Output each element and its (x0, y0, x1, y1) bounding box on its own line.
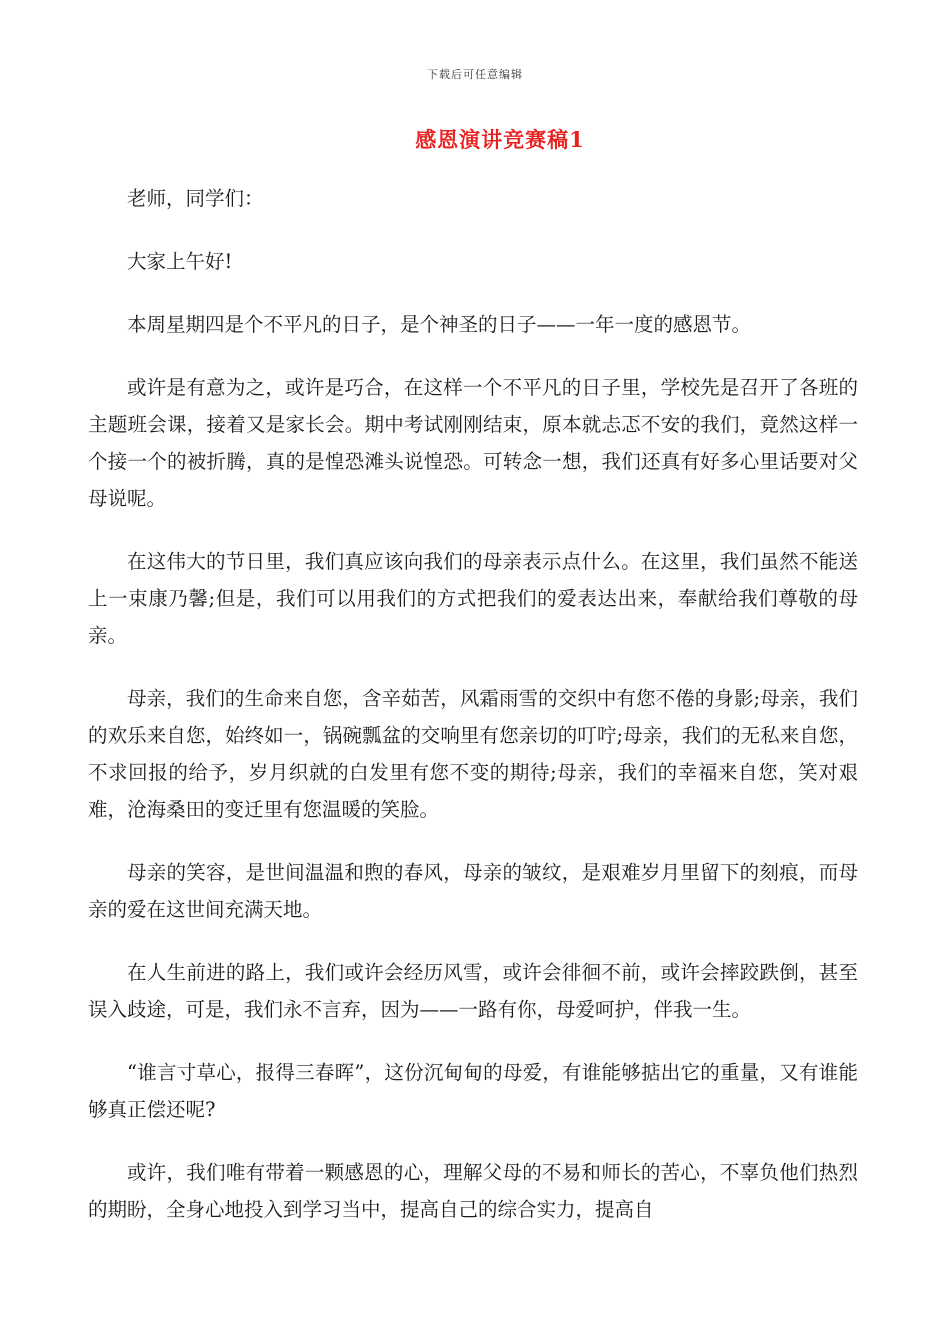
document-title: 感恩演讲竞赛稿1 (415, 127, 585, 152)
paragraph: 在人生前进的路上，我们或许会经历风雪，或许会徘徊不前，或许会摔跤跌倒，甚至误入歧途，可是，我们永不言弃，因为——一路有你，母爱呵护，伴我一生。 (88, 961, 858, 1021)
paragraph: 或许是有意为之，或许是巧合，在这样一个不平凡的日子里，学校先是召开了各班的主题班会课，接着又是家长会。期中考试刚刚结束，原本就忐忑不安的我们，竟然这样一个接一个的被折腾，真的是惶恐滩头说惶恐。可转念一想，我们还真有好多心里话要对父母说呢。 (88, 376, 858, 510)
paragraph: 或许，我们唯有带着一颗感恩的心，理解父母的不易和师长的苦心，不辜负他们热烈的期盼，全身心地投入到学习当中，提高自己的综合实力，提高自 (88, 1161, 858, 1221)
paragraph-salutation: 大家上午好! (127, 250, 233, 273)
paragraph: 母亲，我们的生命来自您，含辛茹苦，风霜雨雪的交织中有您不倦的身影;母亲，我们的欢乐来自您，始终如一，锅碗瓢盆的交响里有您亲切的叮咛;母亲，我们的无私来自您，不求回报的给予，岁月织就的白发里有您不变的期待;母亲，我们的幸福来自您，笑对艰难，沧海桑田的变迁里有您温暖的笑脸。 (88, 687, 858, 821)
paragraph: 母亲的笑容，是世间温温和煦的春风，母亲的皱纹，是艰难岁月里留下的刻痕，而母亲的爱在这世间充满天地。 (88, 861, 858, 921)
paragraph: 在这伟大的节日里，我们真应该向我们的母亲表示点什么。在这里，我们虽然不能送上一束康乃馨;但是，我们可以用我们的方式把我们的爱表达出来，奉献给我们尊敬的母亲。 (88, 550, 858, 647)
paragraph: 本周星期四是个不平凡的日子，是个神圣的日子——一年一度的感恩节。 (127, 313, 752, 336)
paragraph-quote: “谁言寸草心，报得三春晖”，这份沉甸甸的母爱，有谁能够掂出它的重量，又有谁能够真正偿还呢? (88, 1061, 858, 1121)
header-note: 下载后可任意编辑 (427, 68, 523, 81)
paragraph-greeting: 老师，同学们： (127, 187, 264, 210)
document-body (88, 180, 858, 1254)
